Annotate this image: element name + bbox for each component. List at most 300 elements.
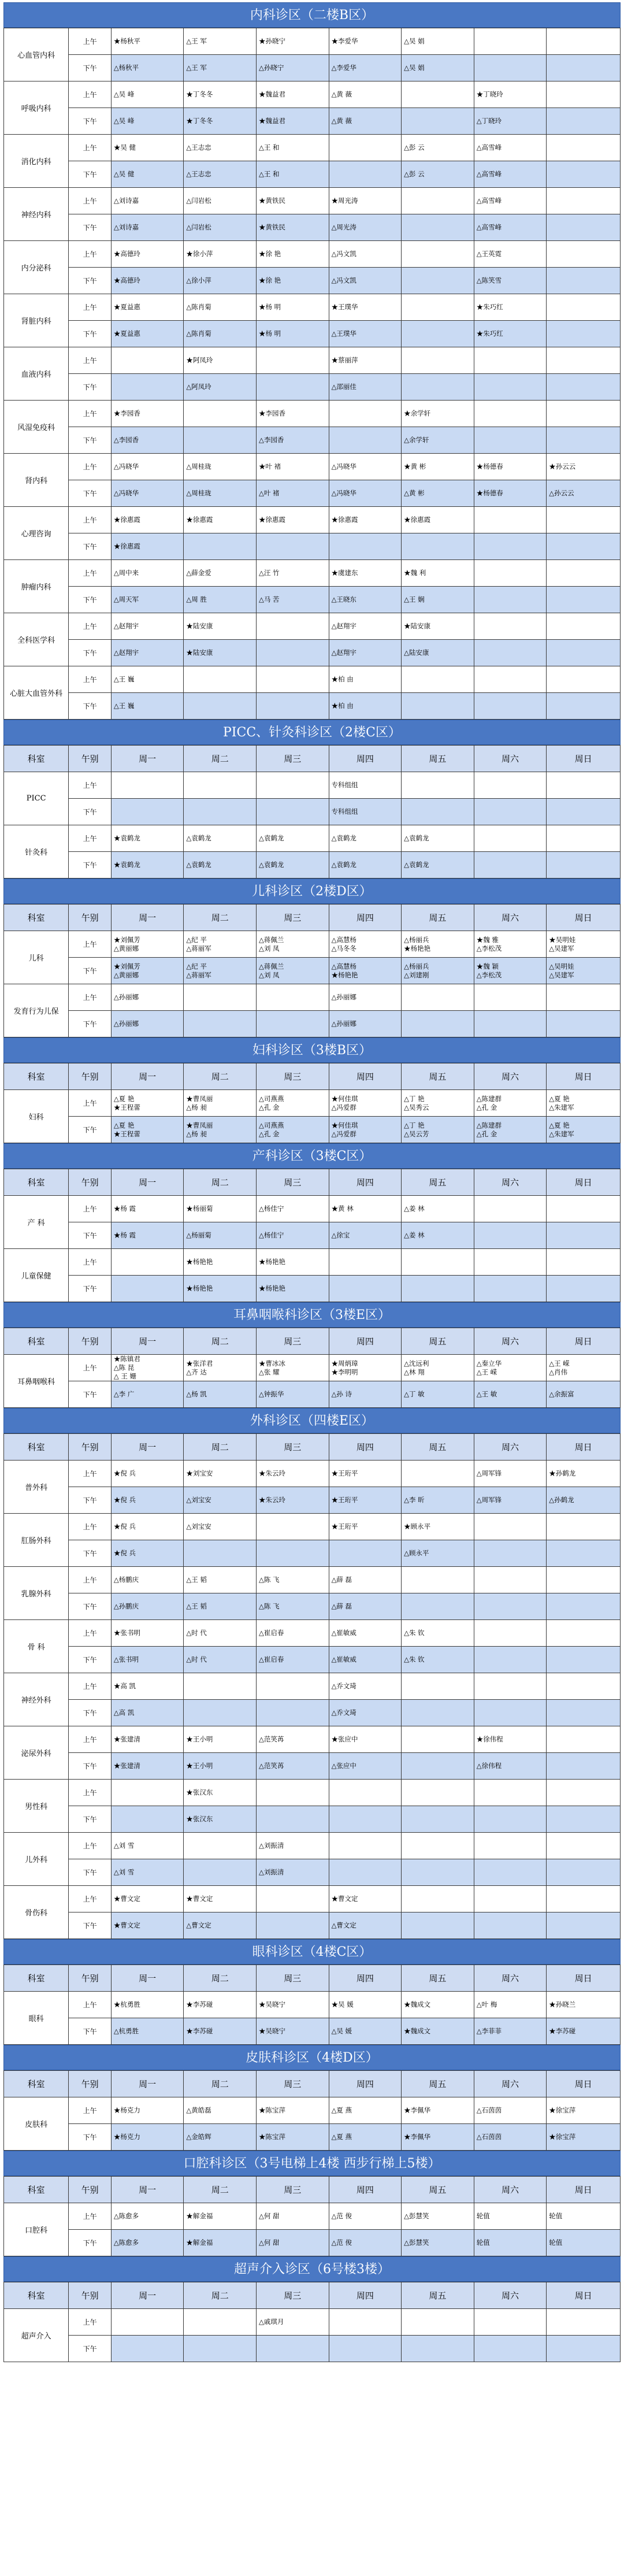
doctor-cell <box>547 1090 621 1117</box>
doctor-cell <box>402 560 474 587</box>
department-cell: 普外科 <box>4 1461 69 1514</box>
doctor-name: △黄丽娜 <box>113 944 139 952</box>
doctor-name: ★孙晓兰 <box>549 2000 576 2008</box>
doctor-name: ★王程蕾 <box>113 1129 140 1138</box>
doctor-name: △吴秀云 <box>404 1103 429 1111</box>
doctor-name: 轮值 <box>549 2238 563 2247</box>
doctor-cell <box>111 693 184 720</box>
doctor-name: ★王珩平 <box>331 1522 358 1530</box>
column-header: 周二 <box>184 905 257 931</box>
doctor-name: ★张建清 <box>113 1735 140 1743</box>
table-row <box>4 1567 621 1593</box>
column-header: 周一 <box>111 1063 184 1090</box>
doctor-cell <box>256 560 329 587</box>
doctor-cell <box>256 55 329 81</box>
period-cell: 下午 <box>69 1859 112 1886</box>
doctor-name: △何 甜 <box>258 2212 280 2220</box>
doctor-name: △徐小萍 <box>186 276 211 284</box>
doctor-name: ★王小明 <box>186 1762 213 1770</box>
period-cell: 上午 <box>69 666 112 693</box>
doctor-cell <box>111 55 184 81</box>
doctor-name: △周光涛 <box>331 223 356 231</box>
doctor-cell <box>547 931 621 958</box>
doctor-cell <box>547 188 621 214</box>
doctor-cell <box>111 28 184 55</box>
doctor-cell <box>184 825 257 852</box>
doctor-cell <box>256 852 329 879</box>
doctor-cell <box>402 1992 474 2018</box>
column-header: 周六 <box>474 2282 547 2309</box>
period-cell: 上午 <box>69 825 112 852</box>
period-cell: 下午 <box>69 1647 112 1673</box>
doctor-cell <box>547 1222 621 1249</box>
doctor-name: ★李苏碰 <box>186 2027 213 2035</box>
doctor-name: △王晓东 <box>331 595 356 603</box>
department-cell: 针灸科 <box>4 825 69 879</box>
column-header: 周五 <box>402 1169 474 1196</box>
doctor-cell <box>547 1355 621 1381</box>
doctor-cell <box>547 2203 621 2230</box>
doctor-cell <box>256 2097 329 2124</box>
doctor-name: △乔文琦 <box>331 1682 356 1690</box>
table-row <box>4 2336 621 2362</box>
doctor-cell <box>329 454 402 480</box>
doctor-name: △杨佳宁 <box>258 1231 284 1239</box>
doctor-cell <box>547 1487 621 1514</box>
doctor-cell <box>329 1593 402 1620</box>
table-row <box>4 294 621 321</box>
doctor-cell <box>256 1196 329 1222</box>
department-cell: 泌尿外科 <box>4 1726 69 1780</box>
column-header: 科室 <box>4 2071 69 2097</box>
table-row <box>4 454 621 480</box>
doctor-name: △王 和 <box>258 170 280 178</box>
doctor-cell <box>329 241 402 268</box>
section-title: 口腔科诊区（3号电梯上4楼 西步行梯上5楼） <box>3 2151 621 2176</box>
period-cell: 上午 <box>69 1249 112 1276</box>
doctor-cell <box>184 1381 257 1408</box>
doctor-name: ★曹文定 <box>331 1895 358 1903</box>
doctor-name: ★陆安康 <box>404 622 431 630</box>
doctor-name: △王 娴 <box>404 595 425 603</box>
doctor-cell <box>402 241 474 268</box>
column-header: 周四 <box>329 746 402 772</box>
doctor-name: ★李苏碰 <box>186 2000 213 2008</box>
doctor-name: ★丁冬冬 <box>186 90 213 98</box>
doctor-cell <box>547 1249 621 1276</box>
doctor-name: ★杨艳艳 <box>404 944 431 952</box>
column-header: 周日 <box>547 1434 621 1461</box>
header-row <box>4 1434 621 1461</box>
doctor-cell <box>329 958 402 984</box>
column-header: 午别 <box>69 1434 112 1461</box>
doctor-cell <box>256 931 329 958</box>
period-cell: 上午 <box>69 1090 112 1117</box>
doctor-cell <box>256 1276 329 1302</box>
doctor-name: △赵翔宇 <box>113 648 139 657</box>
doctor-name: ★阿凤玲 <box>186 356 213 364</box>
doctor-name: ★徐宝萍 <box>549 2133 576 2141</box>
doctor-cell <box>184 1912 257 1939</box>
table-row <box>4 1090 621 1117</box>
doctor-name: ★徐惠霞 <box>404 516 431 524</box>
doctor-cell <box>184 108 257 135</box>
doctor-cell <box>111 268 184 294</box>
doctor-name: △刘 雪 <box>113 1868 135 1876</box>
doctor-cell <box>184 1514 257 1540</box>
doctor-cell <box>402 1753 474 1780</box>
doctor-name: △杨佳宁 <box>258 1204 284 1213</box>
doctor-cell <box>547 1912 621 1939</box>
doctor-cell <box>329 135 402 161</box>
doctor-cell <box>474 560 547 587</box>
period-cell: 下午 <box>69 214 112 241</box>
doctor-name: △蒋丽军 <box>186 970 211 979</box>
department-cell: 内分泌科 <box>4 241 69 294</box>
doctor-name: △陈建群 <box>476 1094 502 1103</box>
doctor-name: △王 军 <box>186 37 207 45</box>
doctor-name: △丁 艳 <box>404 1094 425 1103</box>
table-row <box>4 799 621 825</box>
doctor-cell <box>256 268 329 294</box>
doctor-cell <box>329 1992 402 2018</box>
doctor-cell <box>547 321 621 347</box>
column-header: 周三 <box>256 1434 329 1461</box>
doctor-cell <box>474 268 547 294</box>
doctor-name: ★吴 健 <box>113 143 136 151</box>
doctor-name: △吴明娃 <box>549 962 574 970</box>
period-cell: 下午 <box>69 1700 112 1726</box>
doctor-cell <box>111 2097 184 2124</box>
doctor-cell <box>474 1992 547 2018</box>
doctor-cell <box>111 1355 184 1381</box>
doctor-cell <box>256 1090 329 1117</box>
doctor-cell <box>402 480 474 507</box>
doctor-cell <box>402 294 474 321</box>
doctor-cell <box>474 241 547 268</box>
doctor-name: △马冬冬 <box>331 944 356 952</box>
doctor-cell <box>474 1700 547 1726</box>
column-header: 周四 <box>329 2177 402 2203</box>
doctor-cell <box>329 2203 402 2230</box>
table-row <box>4 1249 621 1276</box>
doctor-cell <box>474 1886 547 1912</box>
period-cell: 下午 <box>69 587 112 613</box>
doctor-cell <box>256 1381 329 1408</box>
period-cell: 下午 <box>69 1540 112 1567</box>
doctor-cell <box>111 188 184 214</box>
doctor-name: △吴 峰 <box>113 117 135 125</box>
doctor-name: ★叶 褚 <box>258 462 281 470</box>
doctor-name: ★黄 林 <box>331 1204 354 1213</box>
department-cell: 全科医学科 <box>4 613 69 666</box>
doctor-name: ★张应中 <box>331 1735 358 1743</box>
doctor-name: △夏 艳 <box>113 1094 135 1103</box>
doctor-cell <box>474 480 547 507</box>
table-row <box>4 2097 621 2124</box>
doctor-cell <box>184 347 257 374</box>
doctor-cell <box>184 2336 257 2362</box>
doctor-name: ★王珩平 <box>331 1469 358 1477</box>
period-cell: 上午 <box>69 28 112 55</box>
doctor-name: △袁鹤龙 <box>186 861 211 869</box>
period-cell: 上午 <box>69 241 112 268</box>
table-row <box>4 2018 621 2045</box>
doctor-name: △杨丽菊 <box>186 1231 211 1239</box>
column-header: 周六 <box>474 1063 547 1090</box>
doctor-cell <box>256 1593 329 1620</box>
doctor-cell <box>256 401 329 427</box>
doctor-cell <box>402 1780 474 1806</box>
doctor-cell <box>111 1276 184 1302</box>
doctor-cell <box>256 1647 329 1673</box>
doctor-name: ★何佳琪 <box>331 1121 358 1129</box>
doctor-cell <box>184 984 257 1011</box>
doctor-cell <box>474 799 547 825</box>
doctor-cell <box>474 1726 547 1753</box>
doctor-cell <box>547 1700 621 1726</box>
doctor-cell <box>402 135 474 161</box>
doctor-cell <box>329 1196 402 1222</box>
column-header: 周四 <box>329 1965 402 1992</box>
doctor-cell <box>402 931 474 958</box>
department-cell: 发育行为儿保 <box>4 984 69 1037</box>
doctor-name: ★魏成文 <box>404 2027 431 2035</box>
period-cell: 下午 <box>69 1806 112 1833</box>
doctor-name: △崔敏威 <box>331 1655 356 1663</box>
doctor-cell <box>256 108 329 135</box>
doctor-name: △王英霓 <box>476 250 502 258</box>
department-cell: 儿童保健 <box>4 1249 69 1302</box>
period-cell: 上午 <box>69 454 112 480</box>
column-header: 午别 <box>69 746 112 772</box>
doctor-cell <box>184 1992 257 2018</box>
doctor-cell <box>184 852 257 879</box>
doctor-cell <box>547 161 621 188</box>
doctor-name: △杨 昶 <box>186 1103 207 1111</box>
doctor-cell <box>111 1514 184 1540</box>
doctor-name: ★高 凯 <box>113 1682 136 1690</box>
table-row <box>4 507 621 533</box>
doctor-cell <box>256 1806 329 1833</box>
department-cell: 骨 科 <box>4 1620 69 1673</box>
doctor-cell <box>547 2309 621 2336</box>
doctor-cell <box>329 347 402 374</box>
doctor-name: △余振富 <box>549 1390 574 1398</box>
doctor-cell <box>184 81 257 108</box>
doctor-cell <box>329 401 402 427</box>
doctor-cell <box>111 1886 184 1912</box>
doctor-cell <box>402 852 474 879</box>
doctor-cell <box>547 1117 621 1143</box>
doctor-cell <box>256 1249 329 1276</box>
table-row <box>4 480 621 507</box>
doctor-name: △杨 昶 <box>186 1129 207 1138</box>
department-cell: 儿外科 <box>4 1833 69 1886</box>
doctor-cell <box>402 55 474 81</box>
doctor-name: △陈笑雪 <box>476 276 502 284</box>
doctor-cell <box>256 161 329 188</box>
column-header: 周五 <box>402 2282 474 2309</box>
doctor-cell <box>111 613 184 640</box>
department-cell: 眼科 <box>4 1992 69 2045</box>
table-row <box>4 1461 621 1487</box>
doctor-name: △陈愈多 <box>113 2212 139 2220</box>
period-cell: 上午 <box>69 1673 112 1700</box>
doctor-name: ★魏 利 <box>404 569 426 577</box>
doctor-cell <box>111 1700 184 1726</box>
column-header: 周四 <box>329 2071 402 2097</box>
doctor-cell <box>402 1540 474 1567</box>
header-row <box>4 905 621 931</box>
period-cell: 下午 <box>69 1276 112 1302</box>
doctor-cell <box>329 2097 402 2124</box>
doctor-name: △孙 诗 <box>331 1390 352 1398</box>
period-cell: 上午 <box>69 984 112 1011</box>
doctor-name: △陈肖菊 <box>186 329 211 338</box>
doctor-cell <box>111 1461 184 1487</box>
period-cell: 下午 <box>69 427 112 454</box>
doctor-cell <box>256 772 329 799</box>
column-header: 周二 <box>184 2071 257 2097</box>
doctor-name: 专科组组 <box>331 807 358 816</box>
doctor-cell <box>256 2336 329 2362</box>
doctor-name: △周桂珑 <box>186 489 211 497</box>
doctor-cell <box>474 321 547 347</box>
doctor-cell <box>402 1567 474 1593</box>
doctor-cell <box>184 799 257 825</box>
doctor-cell <box>474 135 547 161</box>
doctor-cell <box>256 825 329 852</box>
doctor-name: △时 代 <box>186 1655 207 1663</box>
table-row <box>4 321 621 347</box>
column-header: 周五 <box>402 905 474 931</box>
column-header: 周二 <box>184 1434 257 1461</box>
doctor-cell <box>184 613 257 640</box>
doctor-cell <box>547 1381 621 1408</box>
period-cell: 下午 <box>69 1011 112 1037</box>
doctor-cell <box>474 1117 547 1143</box>
doctor-cell <box>184 1647 257 1673</box>
doctor-name: ★李苏碰 <box>549 2027 576 2035</box>
doctor-cell <box>402 1011 474 1037</box>
doctor-cell <box>256 1011 329 1037</box>
doctor-name: ★解金福 <box>186 2238 213 2247</box>
schedule-table <box>3 1433 621 1939</box>
table-row <box>4 587 621 613</box>
doctor-name: △蒋佩兰 <box>258 935 284 944</box>
doctor-cell <box>329 188 402 214</box>
doctor-name: △黄丽娜 <box>113 970 139 979</box>
doctor-cell <box>329 1886 402 1912</box>
doctor-cell <box>474 55 547 81</box>
table-row <box>4 1355 621 1381</box>
doctor-cell <box>184 28 257 55</box>
doctor-cell <box>184 1593 257 1620</box>
department-cell: 心理咨询 <box>4 507 69 560</box>
doctor-name: ★曹文定 <box>186 1895 213 1903</box>
doctor-cell <box>329 1276 402 1302</box>
doctor-name: △杭勇胜 <box>113 2027 139 2035</box>
doctor-name: ★曹冰冰 <box>258 1359 285 1367</box>
period-cell: 下午 <box>69 480 112 507</box>
schedule-table <box>3 904 621 1037</box>
doctor-name: ★何佳琪 <box>331 1094 358 1103</box>
doctor-name: △刘振清 <box>258 1841 284 1849</box>
doctor-cell <box>402 1514 474 1540</box>
column-header: 周六 <box>474 1169 547 1196</box>
department-cell: 心血管内科 <box>4 28 69 81</box>
doctor-cell <box>402 1726 474 1753</box>
column-header: 周五 <box>402 2071 474 2097</box>
doctor-cell <box>329 1753 402 1780</box>
doctor-name: ★朱巧红 <box>476 303 503 311</box>
doctor-cell <box>402 1222 474 1249</box>
doctor-cell <box>474 374 547 401</box>
doctor-name: ★倪 兵 <box>113 1496 136 1504</box>
doctor-name: △叶 梅 <box>476 2000 497 2008</box>
table-row <box>4 1673 621 1700</box>
doctor-cell <box>329 852 402 879</box>
column-header: 周日 <box>547 1328 621 1355</box>
table-row <box>4 984 621 1011</box>
doctor-cell <box>184 1117 257 1143</box>
doctor-name: ★曹文定 <box>113 1895 140 1903</box>
table-row <box>4 1780 621 1806</box>
doctor-cell <box>547 1196 621 1222</box>
doctor-name: ★蔡丽萍 <box>331 356 358 364</box>
doctor-name: ★周光涛 <box>331 197 358 205</box>
doctor-name: △冯爱群 <box>331 1103 356 1111</box>
column-header: 午别 <box>69 2071 112 2097</box>
doctor-name: ★黄 彬 <box>404 462 426 470</box>
doctor-cell <box>184 480 257 507</box>
doctor-cell <box>547 1992 621 2018</box>
doctor-cell <box>256 1780 329 1806</box>
doctor-cell <box>402 2124 474 2151</box>
doctor-cell <box>402 161 474 188</box>
doctor-name: ★李佩华 <box>404 2133 431 2141</box>
period-cell: 上午 <box>69 1726 112 1753</box>
doctor-cell <box>184 666 257 693</box>
doctor-cell <box>474 161 547 188</box>
column-header: 周三 <box>256 2177 329 2203</box>
doctor-cell <box>474 1461 547 1487</box>
doctor-cell <box>329 1859 402 1886</box>
doctor-cell <box>402 1886 474 1912</box>
doctor-cell <box>474 1381 547 1408</box>
doctor-name: △赵翔宇 <box>331 648 356 657</box>
table-row <box>4 1992 621 2018</box>
doctor-cell <box>256 1514 329 1540</box>
doctor-cell <box>111 587 184 613</box>
period-cell: 上午 <box>69 81 112 108</box>
doctor-cell <box>474 1593 547 1620</box>
department-cell: 心脏大血管外科 <box>4 666 69 720</box>
doctor-cell <box>184 321 257 347</box>
doctor-name: △王志忠 <box>186 143 211 151</box>
doctor-cell <box>256 454 329 480</box>
period-cell: 上午 <box>69 1992 112 2018</box>
doctor-name: △朱建军 <box>549 1129 574 1138</box>
doctor-cell <box>474 693 547 720</box>
doctor-name: △高雪峰 <box>476 170 502 178</box>
doctor-cell <box>474 427 547 454</box>
doctor-cell <box>184 1567 257 1593</box>
doctor-name: ★朱云玲 <box>258 1469 285 1477</box>
doctor-cell <box>329 1487 402 1514</box>
doctor-cell <box>184 640 257 666</box>
